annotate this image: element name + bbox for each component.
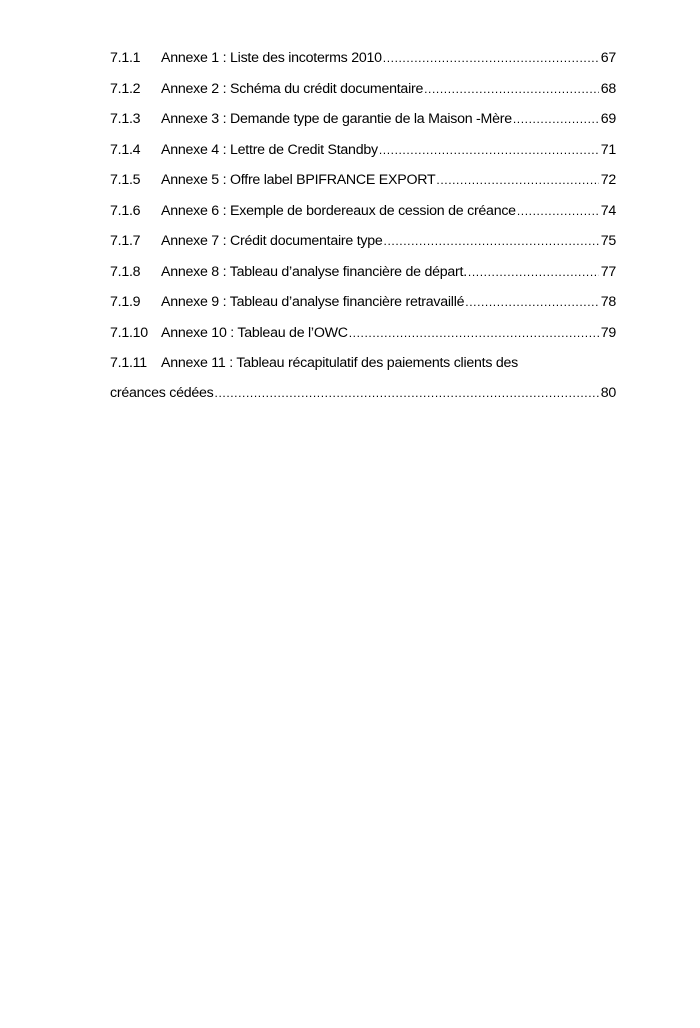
toc-entry-page: 68 bbox=[600, 80, 616, 97]
toc-entry-number: 7.1.3 bbox=[110, 111, 141, 127]
toc-entry-title: Annexe 8 : Tableau d’analyse financière de départ. bbox=[161, 263, 467, 280]
toc-dot-leader bbox=[513, 112, 599, 126]
toc-entry-page: 75 bbox=[600, 233, 616, 249]
toc-entry-page: 74 bbox=[600, 202, 616, 219]
toc-entry-number: 7.1.1 bbox=[110, 50, 141, 66]
toc-entry-page: 78 bbox=[600, 294, 616, 310]
toc-dot-leader bbox=[384, 234, 599, 248]
toc-entry-annexe-2[interactable] bbox=[110, 81, 616, 112]
toc-entry-title: Annexe 5 : Offre label BPIFRANCE EXPORT bbox=[161, 172, 436, 188]
toc-entry-annexe-4[interactable] bbox=[110, 142, 616, 173]
toc-entry-title: Annexe 2 : Schéma du crédit documentaire bbox=[161, 80, 424, 97]
toc-entry-title: Annexe 6 : Exemple de bordereaux de cession de créance bbox=[161, 202, 516, 219]
toc-entry-annexe-3[interactable] bbox=[110, 111, 616, 142]
toc-entry-page: 77 bbox=[600, 263, 616, 280]
toc-entry-first-line bbox=[110, 355, 616, 385]
toc-entry-annexe-8[interactable] bbox=[110, 264, 616, 295]
toc-entry-page: 79 bbox=[600, 324, 616, 341]
toc-entry-second-line bbox=[110, 385, 616, 409]
toc-entry-number: 7.1.10 bbox=[110, 324, 148, 341]
toc-entry-annexe-11[interactable] bbox=[110, 355, 616, 409]
toc-entry-page: 67 bbox=[600, 50, 616, 66]
toc-entry-page: 72 bbox=[600, 172, 616, 188]
toc-dot-leader bbox=[424, 82, 599, 96]
toc-entry-number: 7.1.5 bbox=[110, 172, 141, 188]
toc-entry-page: 71 bbox=[600, 141, 616, 158]
toc-entry-number: 7.1.4 bbox=[110, 141, 141, 158]
toc-entry-number: 7.1.8 bbox=[110, 263, 141, 280]
toc-dot-leader bbox=[468, 265, 599, 279]
toc-dot-leader bbox=[383, 51, 599, 65]
toc-entry-number: 7.1.6 bbox=[110, 202, 141, 219]
toc-entry-title: Annexe 3 : Demande type de garantie de la Maison -Mère bbox=[161, 111, 512, 127]
toc-dot-leader bbox=[517, 204, 599, 218]
toc-dot-leader bbox=[465, 295, 598, 309]
toc-entry-annexe-9[interactable] bbox=[110, 294, 616, 325]
toc-entry-annexe-10[interactable] bbox=[110, 325, 616, 356]
toc-entry-number: 7.1.11 bbox=[110, 355, 147, 371]
toc-entry-annexe-7[interactable] bbox=[110, 233, 616, 264]
toc-dot-leader bbox=[349, 326, 599, 340]
toc-entry-title: Annexe 7 : Crédit documentaire type bbox=[161, 233, 383, 249]
toc-entry-title: Annexe 1 : Liste des incoterms 2010 bbox=[161, 50, 382, 66]
toc-entry-title: Annexe 11 : Tableau récapitulatif des paiements clients des bbox=[161, 355, 518, 371]
toc-entry-page: 80 bbox=[600, 385, 616, 401]
toc-entry-title: Annexe 10 : Tableau de l’OWC bbox=[161, 324, 348, 341]
toc-entry-title-continued: créances cédées bbox=[110, 385, 214, 401]
toc-dot-leader bbox=[436, 173, 598, 187]
toc-entry-number: 7.1.9 bbox=[110, 294, 141, 310]
toc-dot-leader bbox=[379, 143, 599, 157]
toc-entry-number: 7.1.2 bbox=[110, 80, 141, 97]
toc-entry-annexe-6[interactable] bbox=[110, 203, 616, 234]
toc-entry-page: 69 bbox=[600, 111, 616, 127]
toc-dot-leader bbox=[215, 386, 599, 400]
toc-entry-title: Annexe 9 : Tableau d’analyse financière retravaillé bbox=[161, 294, 465, 310]
toc-entry-title: Annexe 4 : Lettre de Credit Standby bbox=[161, 141, 378, 158]
toc-entry-annexe-1[interactable] bbox=[110, 50, 616, 81]
toc-entry-annexe-5[interactable] bbox=[110, 172, 616, 203]
toc-entry-number: 7.1.7 bbox=[110, 233, 141, 249]
table-of-contents bbox=[110, 50, 616, 409]
